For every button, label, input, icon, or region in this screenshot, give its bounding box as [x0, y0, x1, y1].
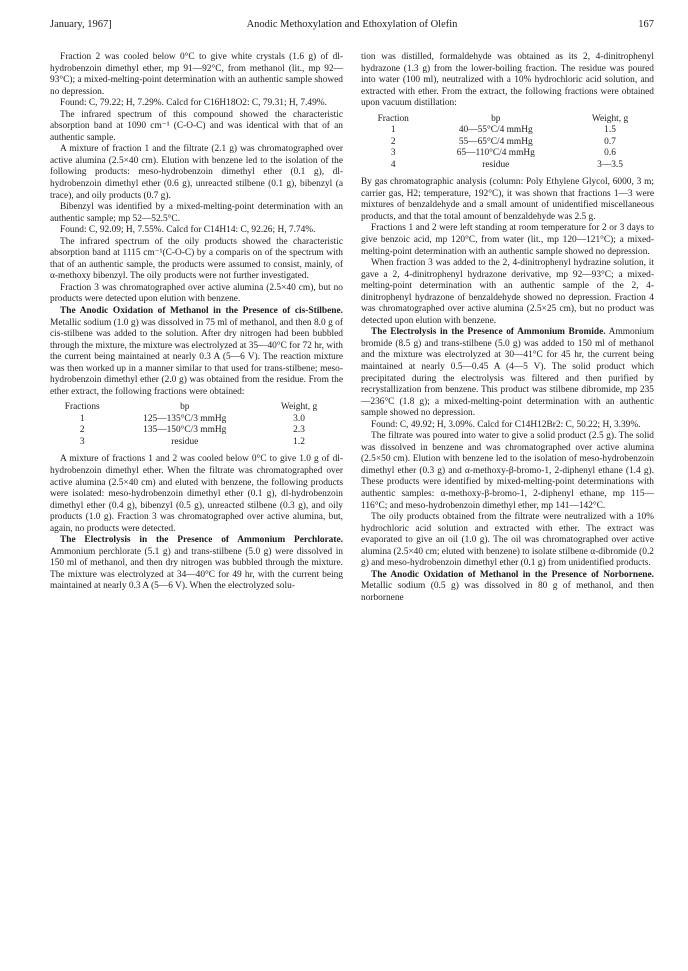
paragraph: tion was distilled, formaldehyde was obtained as its 2, 4-dinitrophenyl hydrazone (1.3 g) from the lower-boiling fraction. The residue was poured into water (100 ml), neutralized with a 10% hydrochloric acid solution, and extracted with ether. From the extract, the following fractions were obtained upon vacuum distillation:: [361, 52, 654, 109]
table-cell: 4: [390, 159, 396, 170]
section-paragraph: [50, 306, 343, 398]
paragraph: By gas chromatographic analysis (column: Poly Ethylene Glycol, 6000, 3 m; carrier gas, H2; temperature, 192°C), it was shown that fractions 1—3 were mixtures of benzaldehyde and a small amount of unidentified miscellaneous products, and that the total amount of benzaldehyde was 2.5 g.: [361, 177, 654, 222]
paragraph: Fraction 2 was cooled below 0°C to give white crystals (1.6 g) of dl-hydrobenzoin dimethyl ether, mp 91—92°C, from methanol (lit., mp 92—93°C); a mixed-melting-point determination with an authentic sample showed no depression.: [50, 52, 343, 97]
table-cell: residue: [482, 159, 510, 170]
table-row: [50, 425, 343, 437]
paragraph: Fraction 3 was chromatographed over active alumina (2.5×40 cm), but no products were detected upon elution with benzene.: [50, 282, 343, 305]
paragraph: Found: C, 79.22; H, 7.29%. Calcd for C16H18O2: C, 79.31; H, 7.49%.: [60, 98, 327, 109]
table-cell: 2: [390, 136, 396, 147]
table-cell: 3: [79, 436, 85, 447]
paragraph-text: Metallic sodium (1.0 g) was dissolved in 75 ml of methanol, and then 8.0 g of cis-stilbene was added to the solution. After dry nitrogen had been bubbled through the mixture, the mixture was electrolyzed at 35—40°C for 72 hr, with the current being maintained at nearly 0.3 A (5—6 V). The reaction mixture was then worked up in a manner similar to that used for trans-stilbene; meso-hydrobenzoin dimethyl ether (2.0 g) was obtained from the residue. From the ether extract, the following fractions were obtained:: [50, 317, 343, 397]
running-header: [50, 19, 654, 35]
table-cell: residue: [171, 436, 199, 447]
table-cell: 2.3: [293, 425, 305, 436]
paragraph: The filtrate was poured into water to give a solid product (2.5 g). The solid was dissolved in benzene and was chromatographed over active alumina (2.5×50 cm). Elution with benzene led to the isolation of meso-hydrobenzoin dimethyl ether (0.3 g) and α-methoxy-β-bromo-1, 2-diphenyl ethane (1.4 g). These products were identified by mixed-melting-point determinations with authentic samples: α-methoxy-β-bromo-1, 2-diphenyl ethane, mp 115—116°C; and meso-hydrobenzoin dimethyl ether, mp 141—142°C.: [361, 431, 654, 511]
table-row: [50, 414, 343, 426]
paragraph: Bibenzyl was identified by a mixed-melting-point determination with an authentic sample; mp 52—52.5°C.: [50, 202, 343, 224]
section-heading: The Electrolysis in the Presence of Ammonium Perchlorate.: [60, 535, 343, 546]
table-row: [361, 137, 654, 149]
paragraph-text: Ammonium bromide (8.5 g) and trans-stilbene (5.0 g) was added to 150 ml of methanol and the mixture was electrolyzed at 30—41°C for 45 hr, the current being maintained at nearly 0.5—0.45 A (4—5 V). The solid product which precipitated during the electrolysis was filtered and then purified by recrystallization from benzene. This product was stilbene dibromide, mp 235—236°C (1.8 g); a mixed-melting-point determination with an authentic sample showed no depression.: [361, 327, 654, 419]
section-heading: The Electrolysis in the Presence of Ammonium Bromide.: [371, 327, 606, 338]
paragraph: Found: C, 92.09; H, 7.55%. Calcd for C14H14: C, 92.26; H, 7.74%.: [60, 225, 316, 236]
table-cell: 0.6: [604, 148, 616, 159]
paragraph: The oily products obtained from the filtrate were neutralized with a 10% hydrochloric acid solution and extracted with ether. The extract was evaporated to give an oil (1.0 g). The oil was chromatographed over active alumina (2.5×40 cm; eluted with benzene) to isolate stilbene α-dibromide (0.2 g) and meso-hydrobenzoin dimethyl ether (0.1 g) from unidentified products.: [361, 512, 654, 569]
table-header: Fraction: [377, 113, 409, 124]
table-header: bp: [491, 113, 501, 124]
table-cell: 1.5: [604, 125, 616, 136]
fractions-table: [50, 402, 343, 448]
table-cell: 55—65°C/4 mmHg: [458, 136, 533, 147]
section-paragraph: [50, 535, 343, 593]
fractions-table: [361, 114, 654, 172]
header-date: January, 1967]: [50, 19, 112, 30]
paragraph: A mixture of fraction 1 and the filtrate (2.1 g) was chromatographed over active alumina (2.5×40 cm). Elution with benzene led to the isolation of the following products: meso-hydrobenzoin dimethyl ether (0.1 g), dl-hydrobenzoin dimethyl ether (0.6 g), unreacted stilbene (0.1 g), bibenzyl (a trace), and oily products (0.7 g).: [50, 144, 343, 201]
table-header-row: [50, 402, 343, 414]
table-cell: 3: [390, 148, 396, 159]
table-cell: 40—55°C/4 mmHg: [458, 125, 533, 136]
paragraph: A mixture of fractions 1 and 2 was cooled below 0°C to give 1.0 g of dl-hydrobenzoin dimethyl ether. When the filtrate was chromatographed over active alumina (2.5×40 cm) and eluted with benzene, the following products were isolated: meso-hydrobenzoin dimethyl ether (0.1 g), dl-hydrobenzoin dimethyl ether (0.4 g), bibenzyl (0.5 g), unreacted stilbene (0.3 g), and oily products (1.0 g). Fraction 3 was chromatographed over active alumina, but, again, no products were detected.: [50, 454, 343, 534]
table-cell: 1: [79, 413, 85, 424]
section-paragraph: [361, 327, 654, 419]
table-cell: 125—135°C/3 mmHg: [143, 413, 227, 424]
table-cell: 3—3.5: [597, 159, 623, 170]
table-row: [361, 148, 654, 160]
table-cell: 135—150°C/3 mmHg: [143, 425, 227, 436]
section-heading: The Anodic Oxidation of Methanol in the Presence of Norbornene.: [371, 569, 654, 580]
table-header: Fractions: [64, 402, 100, 413]
table-cell: 3.0: [293, 413, 305, 424]
paragraph-text: Metallic sodium (0.5 g) was dissolved in 80 g of methanol, and then norbornene: [361, 581, 654, 603]
paragraph: Found: C, 49.92; H, 3.09%. Calcd for C14H12Br2: C, 50.22; H, 3.39%.: [371, 419, 641, 430]
paragraph: Fractions 1 and 2 were left standing at room temperature for 2 or 3 days to give benzoic acid, mp 120°C, from water (lit., mp 120—121°C); a mixed-melting-point determination with an authentic sample showed no depression.: [361, 223, 654, 257]
table-cell: 1: [390, 125, 396, 136]
table-header: Weight, g: [280, 402, 318, 413]
header-title: Anodic Methoxylation and Ethoxylation of Olefin: [246, 19, 458, 30]
paragraph-text: Ammonium perchlorate (5.1 g) and trans-stilbene (5.0 g) were dissolved in 150 ml of methanol, and then dry nitrogen was bubbled through the mixture. The mixture was electrolyzed at 34—40°C for 49 hr, with the current being maintained at nearly 0.3 A (5—6 V). When the electrolyzed solu-: [50, 546, 343, 592]
table-cell: 0.7: [604, 136, 616, 147]
table-cell: 1.2: [293, 436, 305, 447]
table-cell: 65—110°C/4 mmHg: [456, 148, 535, 159]
page-number: 167: [638, 19, 654, 30]
paragraph: The infrared spectrum of this compound showed the characteristic absorption band at 1090 cm⁻¹ (C-O-C) and was identical with that of an authentic sample.: [50, 109, 343, 143]
paragraph: When fraction 3 was added to the 2, 4-dinitrophenyl hydrazine solution, it gave a 2, 4-dinitrophenyl hydrazone derivative, mp 92—93°C; a mixed-melting-point determination with an authentic sample of the 2, 4-dinitrophenyl hydrazone of benzaldehyde showed no depression. Fraction 4 was chromatographed over active alumina (2.5×25 cm), but no product was detected upon elution with benzene.: [361, 258, 654, 326]
table-header: Weight, g: [591, 113, 629, 124]
table-row: [50, 437, 343, 449]
table-row: [361, 160, 654, 172]
table-header-row: [361, 114, 654, 126]
paragraph: The infrared spectrum of the oily products showed the characteristic absorption band at 1115 cm⁻¹(C-O-C) by a comparis on of the spectrum with that of an authentic sample, the products were assumed to consist, mainly, of α-methoxy bibenzyl. The oily products were not further investigated.: [50, 236, 343, 282]
table-header: bp: [180, 402, 190, 413]
section-heading: The Anodic Oxidation of Methanol in the Presence of cis-Stilbene.: [60, 306, 343, 317]
section-paragraph: [361, 570, 654, 605]
left-column: [50, 52, 343, 593]
table-cell: 2: [79, 425, 85, 436]
right-column: [361, 52, 654, 604]
table-row: [361, 125, 654, 137]
